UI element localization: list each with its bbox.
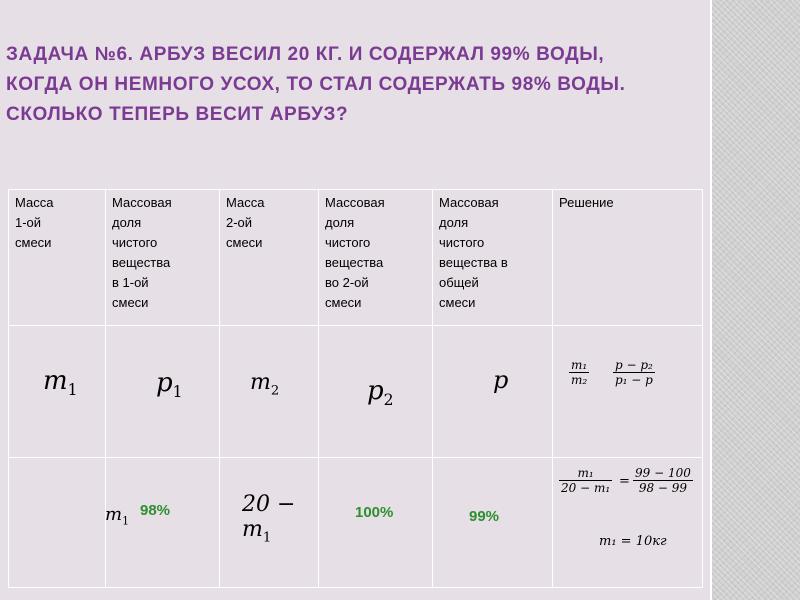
formula-m1-small: $m_1$: [105, 504, 129, 528]
formula-20-minus-m1: $20 - m_1$: [242, 492, 296, 546]
title-line-3: СКОЛЬКО ТЕПЕРЬ ВЕСИТ АРБУЗ?: [6, 104, 349, 125]
ratio-masses-numeric: m₁ 20 − m₁: [561, 466, 611, 495]
cell-solution-numeric: [553, 458, 703, 588]
cell-m1-value: [9, 458, 129, 588]
header-text: чистого: [439, 235, 485, 250]
cell-p-value: [433, 458, 553, 588]
header-text: Решение: [559, 195, 614, 210]
header-mass-1: [9, 190, 106, 326]
cell-m1-symbol: [9, 326, 106, 458]
header-text: 1-ой: [15, 215, 42, 230]
header-text: смеси: [15, 235, 52, 250]
header-text: смеси: [439, 295, 476, 310]
title-line-2: КОГДА ОН НЕМНОГО УСОХ, ТО СТАЛ СОДЕРЖАТЬ 98% ВОДЫ.: [6, 74, 626, 95]
header-fraction-total: [433, 190, 553, 326]
header-text: чистого: [325, 235, 371, 250]
formula-p1: $p_1$: [156, 368, 183, 402]
header-text: 2-ой: [226, 215, 253, 230]
header-text: Массовая: [112, 195, 172, 210]
formula-p2: $p_2$: [367, 376, 394, 410]
header-mass-2: [220, 190, 319, 326]
header-text: Массовая: [439, 195, 499, 210]
equals-sign: =: [619, 474, 630, 489]
header-text: во 2-ой: [325, 275, 369, 290]
cell-p1-value: [106, 458, 220, 588]
numeric-row: [9, 458, 703, 588]
cell-solution-general: [553, 326, 703, 458]
ratio-fractions-numeric: 99 − 100 98 − 99: [635, 466, 691, 495]
percent-99: 99%: [469, 508, 500, 525]
formula-m1: $m_1$: [43, 366, 78, 400]
header-solution: [553, 190, 703, 326]
percent-98: 98%: [140, 502, 171, 519]
header-text: вещества: [112, 255, 171, 270]
ratio-masses: m₁ m₂: [571, 358, 588, 387]
formula-p: p: [493, 366, 509, 394]
header-text: вещества: [325, 255, 384, 270]
percent-100: 100%: [355, 504, 394, 521]
cell-p1-symbol: [106, 326, 220, 458]
header-text: доля: [439, 215, 469, 230]
cell-m2-value: [220, 458, 319, 588]
header-text: Массовая: [325, 195, 385, 210]
header-text: вещества в: [439, 255, 508, 270]
symbolic-row: [9, 326, 703, 458]
formula-m2: $m_2$: [250, 370, 280, 399]
cell-p-symbol: [433, 326, 553, 458]
header-text: в 1-ой: [112, 275, 149, 290]
header-fraction-2: [319, 190, 433, 326]
title-line-1: ЗАДАЧА №6. АРБУЗ ВЕСИЛ 20 КГ. И СОДЕРЖАЛ 99% ВОДЫ,: [6, 44, 605, 65]
ratio-fractions: p − p₂ p₁ − p: [615, 358, 653, 387]
mixture-table: [8, 189, 703, 588]
header-text: смеси: [325, 295, 362, 310]
header-text: доля: [325, 215, 355, 230]
cell-p2-symbol: [319, 326, 433, 458]
cell-p2-value: [319, 458, 433, 588]
header-text: Масса: [226, 195, 265, 210]
header-text: смеси: [112, 295, 149, 310]
header-text: чистого: [112, 235, 158, 250]
header-row: [9, 190, 703, 326]
header-text: смеси: [226, 235, 263, 250]
header-fraction-1: [106, 190, 220, 326]
header-text: Масса: [15, 195, 54, 210]
answer-formula: m₁ = 10кг: [599, 534, 667, 549]
problem-title: [6, 40, 726, 130]
cell-m2-symbol: [220, 326, 319, 458]
header-text: общей: [439, 275, 479, 290]
header-text: доля: [112, 215, 142, 230]
